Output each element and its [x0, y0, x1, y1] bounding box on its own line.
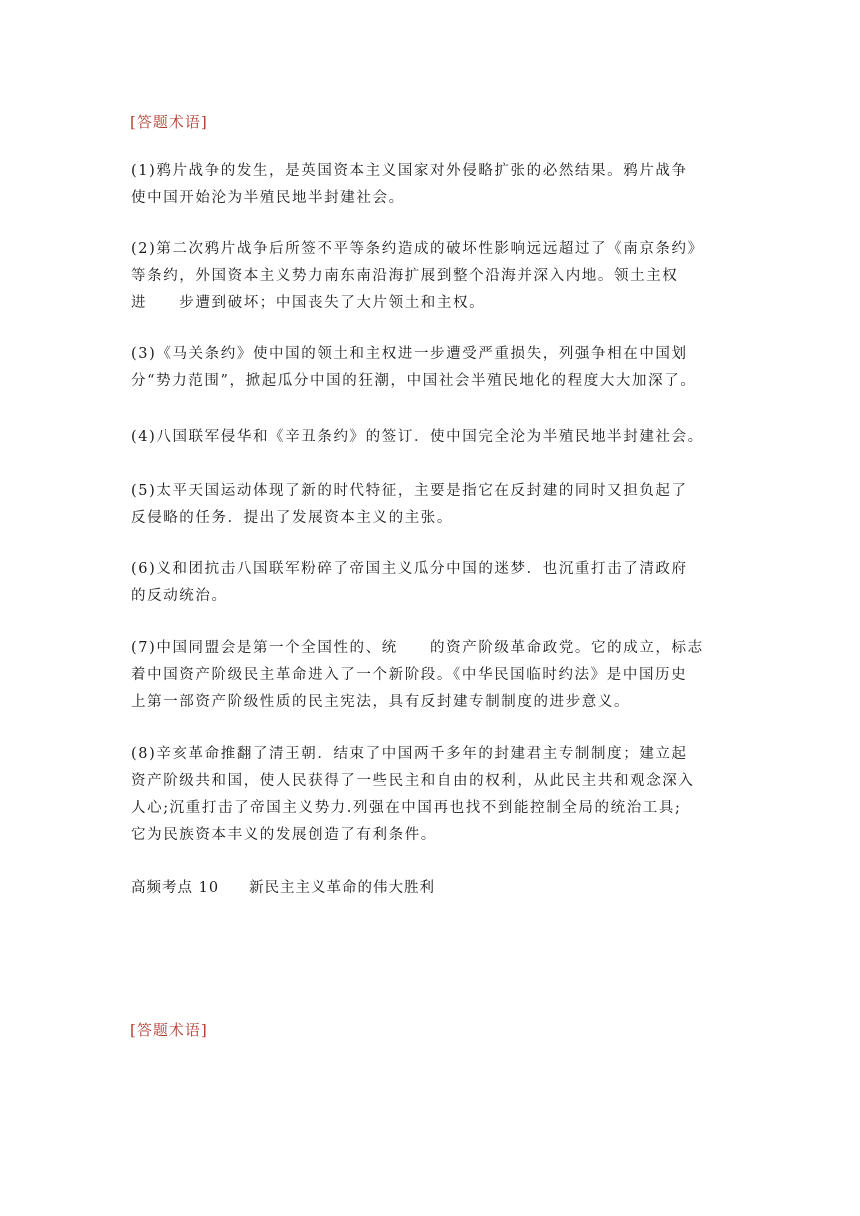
paragraph-line: 反侵略的任务．提出了发展资本主义的主张。 — [131, 510, 453, 526]
paragraph-line: 着中国资产阶级民主革命进入了一个新阶段。《中华民国临时约法》是中国历史 — [131, 667, 688, 683]
paragraph-line: 资产阶级共和国，使人民获得了一些民主和自由的权利，从此民主共和观念深入 — [131, 773, 695, 789]
paragraph-line: 上第一部资产阶级性质的民主宪法，具有反封建专制制度的进步意义。 — [131, 694, 631, 710]
paragraph-line: (3)《马关条约》使中国的领土和主权进一步遭受严重损失，列强争相在中国划 — [131, 346, 688, 362]
paragraph-line: 的反动统治。 — [131, 588, 228, 604]
paragraph-line: 使中国开始沦为半殖民地半封建社会。 — [131, 190, 405, 206]
paragraph-line: 人心;沉重打击了帝国主义势力.列强在中国再也找不到能控制全局的统治工具; — [131, 800, 682, 816]
paragraph-3 — [131, 341, 731, 395]
paragraph-1 — [131, 158, 731, 212]
paragraph-line: (7)中国同盟会是第一个全国性的、统 的资产阶级革命政党。它的成立，标志 — [131, 640, 704, 656]
paragraph-7 — [131, 635, 731, 716]
paragraph-line: (8)辛亥革命推翻了清王朝．结束了中国两千多年的封建君主专制制度；建立起 — [131, 746, 688, 762]
paragraph-4 — [131, 424, 731, 451]
paragraph-5 — [131, 478, 731, 532]
paragraph-line: (1)鸦片战争的发生，是英国资本主义国家对外侵略扩张的必然结果。鸦片战争 — [131, 163, 688, 179]
answer-terms-heading: [答题术语] — [130, 113, 208, 131]
section-label: 高频考点 10 — [131, 880, 220, 896]
paragraph-8 — [131, 741, 731, 849]
paragraph-line: (4)八国联军侵华和《辛丑条约》的签订．使中国完全沦为半殖民地半封建社会。 — [131, 429, 704, 445]
section-name: 新民主主义革命的伟大胜利 — [249, 880, 436, 896]
paragraph-2 — [131, 236, 731, 317]
section-title — [131, 878, 435, 898]
paragraph-line: (2)第二次鸦片战争后所签不平等条约造成的破坏性影响远远超过了《南京条约》 — [131, 241, 704, 257]
paragraph-line: (5)太平天国运动体现了新的时代特征，主要是指它在反封建的同时又担负起了 — [131, 483, 688, 499]
paragraph-line: 分“势力范围”，掀起瓜分中国的狂潮，中国社会半殖民地化的程度大大加深了。 — [131, 373, 697, 389]
answer-terms-heading-2: [答题术语] — [130, 1021, 208, 1039]
paragraph-line: 它为民族资本丰义的发展创造了有利条件。 — [131, 827, 437, 843]
paragraph-line: 等条约，外国资本主义势力南东南沿海扩展到整个沿海并深入内地。领土主权 — [131, 268, 679, 284]
paragraph-line: (6)义和团抗击八国联军粉碎了帝国主义瓜分中国的迷梦．也沉重打击了清政府 — [131, 561, 688, 577]
paragraph-6 — [131, 556, 731, 610]
paragraph-line: 进 步遭到破坏；中国丧失了大片领土和主权。 — [131, 295, 486, 311]
